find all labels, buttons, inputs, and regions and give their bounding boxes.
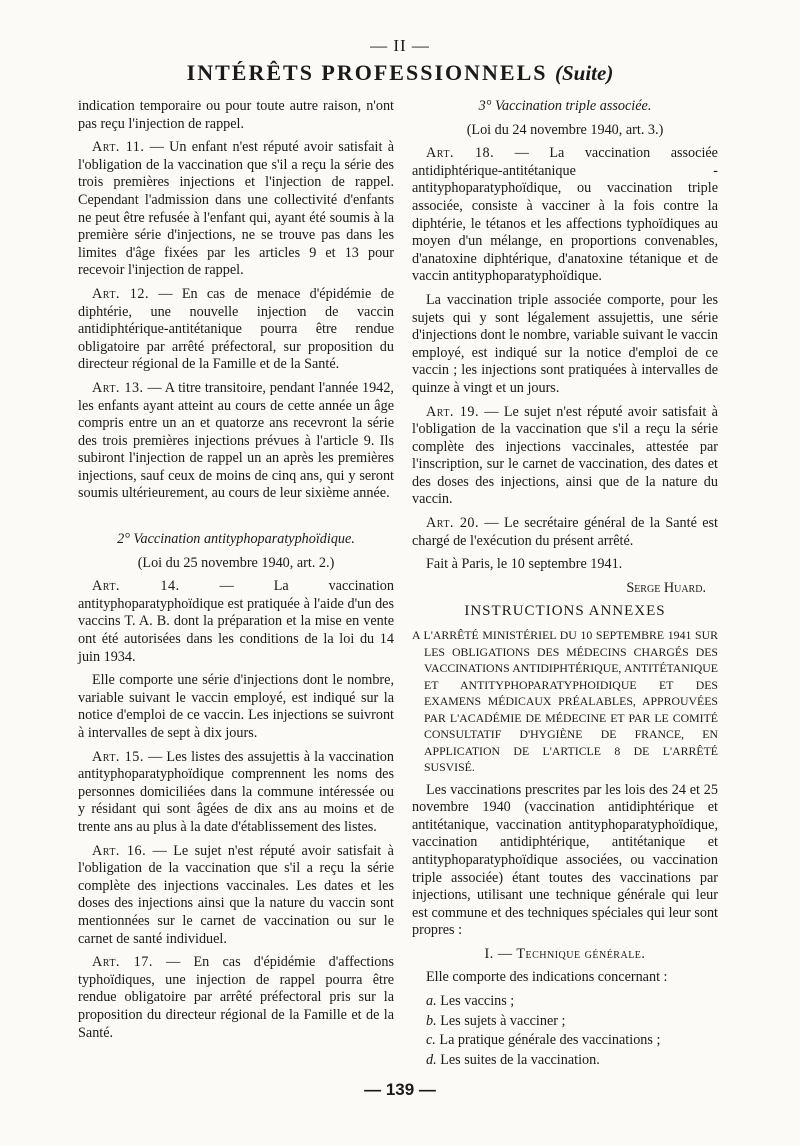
indications-list — [412, 993, 718, 1069]
article-text: — Le secrétaire général de la Santé est chargé de l'exécution du présent arrêté. — [412, 515, 718, 549]
running-head — [0, 60, 800, 86]
article-label: Art. 16. — [92, 842, 147, 859]
article-17 — [78, 954, 394, 1042]
article-text: — La vaccination associée antidiphtérique-antitétanique - antityphoparatyphoïdique, ou vaccination triple associée, consiste à vacciner à la fois contre la diphtérie, le tétanos et les affections typhoïdiques au moyen d'un mélange, en proportions convenables, d'anatoxine diphtérique, d'anatoxine tétanique et de vaccin antityphoparatyphoïdique. — [412, 145, 718, 285]
article-label: Art. 12. — [92, 285, 150, 302]
right-column — [412, 98, 718, 1071]
article-20 — [412, 515, 718, 550]
signature: Serge Huard. — [626, 579, 706, 596]
list-text: Les vaccins ; — [436, 993, 515, 1010]
list-item — [426, 1032, 718, 1050]
list-text: Les suites de la vaccination. — [436, 1051, 600, 1068]
article-18 — [412, 145, 718, 286]
paragraph-18b: La vaccination triple associée comporte, pour les sujets qui y sont légalement assujettis, une série d'injections dont le nombre, variable suivant le vaccin employé, est indiqué sur la notice d'emploi de ce vaccin ; les injections sont pratiquées à intervalles de quinze à vingt et un jours. — [412, 291, 718, 396]
article-11 — [78, 139, 394, 280]
article-label: Art. 18. — [426, 145, 495, 162]
article-text: — Les listes des assujettis à la vaccination antityphoparatyphoïdique comprennent les noms des personnes domiciliées dans la commune intéressée ou y résidant qui sont âgées de dix ans au moins et de trente ans au plus à la date d'établissement des listes. — [78, 748, 394, 835]
list-letter: b. — [426, 1012, 437, 1029]
list-letter: c. — [426, 1032, 436, 1049]
article-label: Art. 14. — [92, 578, 180, 595]
left-column — [78, 98, 394, 1048]
place-and-date: Fait à Paris, le 10 septembre 1941. — [426, 556, 623, 573]
top-page-number: — II — — [370, 36, 430, 55]
article-15 — [78, 749, 394, 837]
article-label: Art. 19. — [426, 403, 480, 420]
section-heading-2: 2° Vaccination antityphoparatyphoïdique. — [117, 531, 355, 548]
list-text: Les sujets à vacciner ; — [436, 1012, 566, 1029]
article-text: — Le sujet n'est réputé avoir satisfait à l'obligation de la vaccination que s'il a reçu la série complète des injections vaccinales, attestée par l'inscription, sur le carnet de vaccination, des dates et des doses des injections, ainsi que de la nature du vaccin. — [412, 403, 718, 508]
paragraph-continuation: indication temporaire ou pour toute autre raison, n'ont pas reçu l'injection de rappel. — [78, 98, 394, 132]
article-text: — Le sujet n'est réputé avoir satisfait à l'obligation de la vaccination que s'il a reçu la série complète des injections vaccinales. Les dates et les doses des injections ainsi que la nature du vaccin sont mentionnées sur le carnet de vaccination ou sur le carnet de santé individuel. — [78, 842, 394, 947]
section-heading-3: 3° Vaccination triple associée. — [478, 98, 652, 114]
article-19 — [412, 404, 718, 510]
article-14 — [78, 578, 394, 666]
list-item — [426, 1013, 718, 1031]
section-law-reference-2: (Loi du 25 novembre 1940, art. 2.) — [137, 554, 335, 571]
article-label: Art. 20. — [426, 515, 480, 532]
article-text: — En cas d'épidémie d'affections typhoïdiques, une injection de rappel pourra être rendue obligatoire par arrêté préfectoral pris sur la proposition du directeur régional de la Famille et de la Santé. — [78, 954, 394, 1041]
article-label: Art. 15. — [92, 748, 144, 765]
article-12 — [78, 286, 394, 374]
article-label: Art. 17. — [92, 954, 153, 971]
article-label: Art. 11. — [92, 139, 145, 156]
spacer — [78, 509, 394, 531]
bottom-page-number: — 139 — — [364, 1080, 436, 1099]
running-head-suite: (Suite) — [554, 61, 614, 85]
article-text: — A titre transitoire, pendant l'année 1942, les enfants ayant atteint au cours de cette année un âge compris entre un an et quatorze ans recevront la série des trois premières injections prévues à l'article 9. Ils subiront l'injection de rappel un an après les premières injections, sauf ceux de moins de cinq ans, qui y seront soumis ultérieurement, au cours de leur sixième année. — [78, 379, 394, 502]
technique-heading: I. — Technique générale. — [484, 945, 646, 962]
paragraph-elle-comporte: Elle comporte des indications concernant : — [426, 969, 668, 986]
article-text: — Un enfant n'est réputé avoir satisfait à l'obligation de la vaccination que s'il a reçu la série des trois premières injections et l'injection de rappel. Cependant l'admission dans une collectivité d'enfants ne peut être refusée à l'enfant qui, ayant été soumis à la première série d'injections, ne se trouve pas dans les limites d'âge fixées par les articles 9 et 13 pour recevoir l'injection de rappel. — [78, 139, 394, 279]
list-item — [426, 1052, 718, 1070]
article-label: Art. 13. — [92, 379, 144, 396]
article-16 — [78, 843, 394, 949]
article-text: — En cas de menace d'épidémie de diphtérie, une nouvelle injection de vaccin antidiphtérique-antitétanique pourra être rendue obligatoire par arrêté préfectoral, sur proposition du directeur régional de la Famille et de la Santé. — [78, 285, 394, 373]
article-13 — [78, 380, 394, 503]
list-text: La pratique générale des vaccinations ; — [435, 1032, 661, 1049]
list-letter: d. — [426, 1051, 437, 1068]
paragraph-vaccinations: Les vaccinations prescrites par les lois des 24 et 25 novembre 1940 (vaccination antidiphtérique et antitétanique, vaccination antityphoparatyphoïdique, vaccination antidiphtérique, antitétanique et antityphoparatyphoïdique associées, ou vaccination triple associée) étant toutes des vaccinations par injections, utilisant une technique générale qui leur est commune et des techniques spéciales qui leur sont propres : — [412, 781, 718, 939]
list-letter: a. — [426, 993, 437, 1010]
list-item — [426, 993, 718, 1011]
paragraph-14b: Elle comporte une série d'injections dont le nombre, variable suivant le vaccin employé, est indiqué sur la notice d'emploi de ce vaccin. Les injections se suivront à intervalles de sept à dix jours. — [78, 672, 394, 741]
running-head-title: INTÉRÊTS PROFESSIONNELS — [186, 60, 548, 85]
section-law-reference-3: (Loi du 24 novembre 1940, art. 3.) — [466, 121, 664, 138]
instructions-subtitle: A L'ARRÊTÉ MINISTÉRIEL DU 10 SEPTEMBRE 1941 SUR LES OBLIGATIONS DES MÉDECINS CHARGÉS DES VACCINATIONS ANTIDIPHTÉRIQUE, ANTITÉTANIQUE ET ANTITYPHOPARATYPHOIDIQUE ET DES EXAMENS MÉDICAUX PRÉALABLES, APPROUVÉES PAR L'ACADÉMIE DE MÉDECINE ET PAR LE COMITÉ CONSULTATIF D'HYGIÈNE DE FRANCE, EN APPLICATION DE L'ARTICLE 8 DE L'ARRÊTÉ SUSVISÉ. — [412, 628, 718, 775]
article-text: — La vaccination antityphoparatyphoïdique est pratiquée à l'aide d'un des vaccins T. A. B. dont la préparation et la mise en vente ont été autorisées dans les conditions de la loi du 14 juin 1934. — [78, 578, 394, 665]
instructions-title: INSTRUCTIONS ANNEXES — [464, 603, 666, 620]
